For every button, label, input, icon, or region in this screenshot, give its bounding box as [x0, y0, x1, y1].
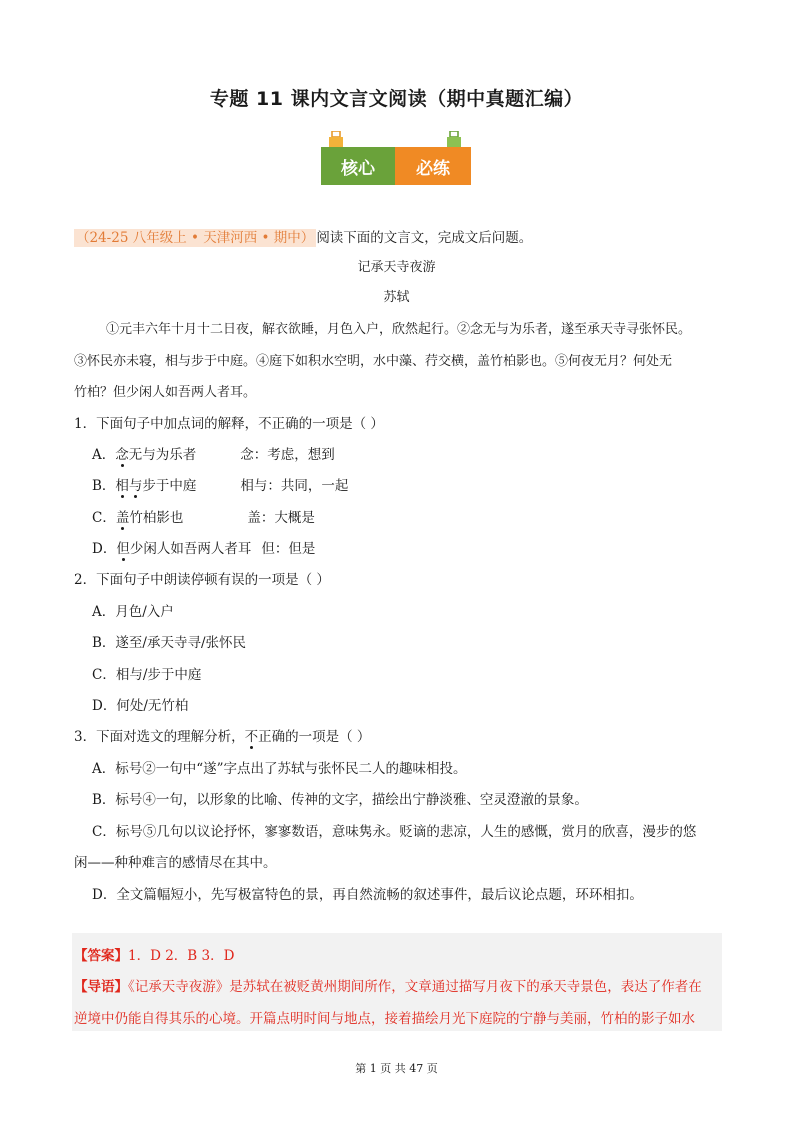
guide-line: 【导语】《记承天寺夜游》是苏轼在被贬黄州期间所作，文章通过描写月夜下的承天寺景色，表达了作者在 [74, 979, 702, 995]
core-practice-badge [319, 131, 472, 186]
badge-core-label: 核心 [321, 147, 395, 185]
badge-practice-label: 必练 [395, 147, 471, 185]
q3-option-c: C．标号⑤几句以议论抒怀，寥寥数语，意味隽永。贬谪的悲凉，人生的感慨，赏月的欣喜，漫步的悠 [92, 824, 697, 840]
q1-option-c: C．盖竹柏影也 盖：大概是 [92, 510, 315, 526]
question-2-stem: 2．下面句子中朗读停顿有误的一项是（ ） [74, 572, 330, 588]
passage-line: 竹柏？但少闲人如吾两人者耳。 [74, 385, 257, 400]
q3-option-d: D．全文篇幅短小，先写极富特色的景，再自然流畅的叙述事件，最后议论点题，环环相扣。 [92, 887, 643, 903]
source-tag: （24-25 八年级上 • 天津河西 • 期中） [76, 230, 315, 246]
q2-option-a: A．月色/入户 [92, 604, 174, 620]
passage-title: 记承天寺夜游 [357, 260, 436, 275]
passage-author: 苏轼 [383, 290, 410, 305]
question-3-stem: 3．下面对选文的理解分析，不正确的一项是（ ） [74, 729, 371, 745]
q2-option-d: D．何处/无竹柏 [92, 698, 189, 714]
passage-line: ①元丰六年十月十二日夜，解衣欲睡，月色入户，欣然起行。②念无与为乐者，遂至承天寺寻张怀民。 [106, 322, 692, 337]
passage-line: ③怀民亦未寝，相与步于中庭。④庭下如积水空明，水中藻、荇交横，盖竹柏影也。⑤何夜无月？何处无 [74, 354, 673, 369]
question-1-stem: 1．下面句子中加点词的解释，不正确的一项是（ ） [74, 416, 384, 432]
q2-option-b: B．遂至/承天寺寻/张怀民 [92, 635, 247, 651]
intro-line [74, 228, 532, 248]
q3-option-b: B．标号④一句，以形象的比喻、传神的文字，描绘出宁静淡雅、空灵澄澈的景象。 [92, 792, 588, 808]
intro-text: 阅读下面的文言文，完成文后问题。 [316, 230, 533, 246]
binder-clip-icon [329, 131, 343, 147]
q3-option-a: A．标号②一句中“遂”字点出了苏轼与张怀民二人的趣味相投。 [92, 761, 467, 777]
page-number: 第 1 页 共 47 页 [355, 1062, 438, 1075]
binder-clip-icon [447, 131, 461, 147]
answer-line: 【答案】1．D 2．B 3．D [74, 948, 235, 964]
q1-option-b: B．相与步于中庭 相与：共同，一起 [92, 478, 349, 494]
page-title: 专题 11 课内文言文阅读（期中真题汇编） [209, 88, 584, 110]
q1-option-d: D．但少闲人如吾两人者耳 但：但是 [92, 541, 316, 557]
q2-option-c: C．相与/步于中庭 [92, 667, 202, 683]
q1-option-a: A．念无与为乐者 念：考虑，想到 [92, 447, 335, 463]
guide-line: 逆境中仍能自得其乐的心境。开篇点明时间与地点，接着描绘月光下庭院的宁静与美丽，竹柏的影子如水 [74, 1011, 695, 1027]
q3-option-c-cont: 闲——种种难言的感情尽在其中。 [74, 855, 277, 871]
